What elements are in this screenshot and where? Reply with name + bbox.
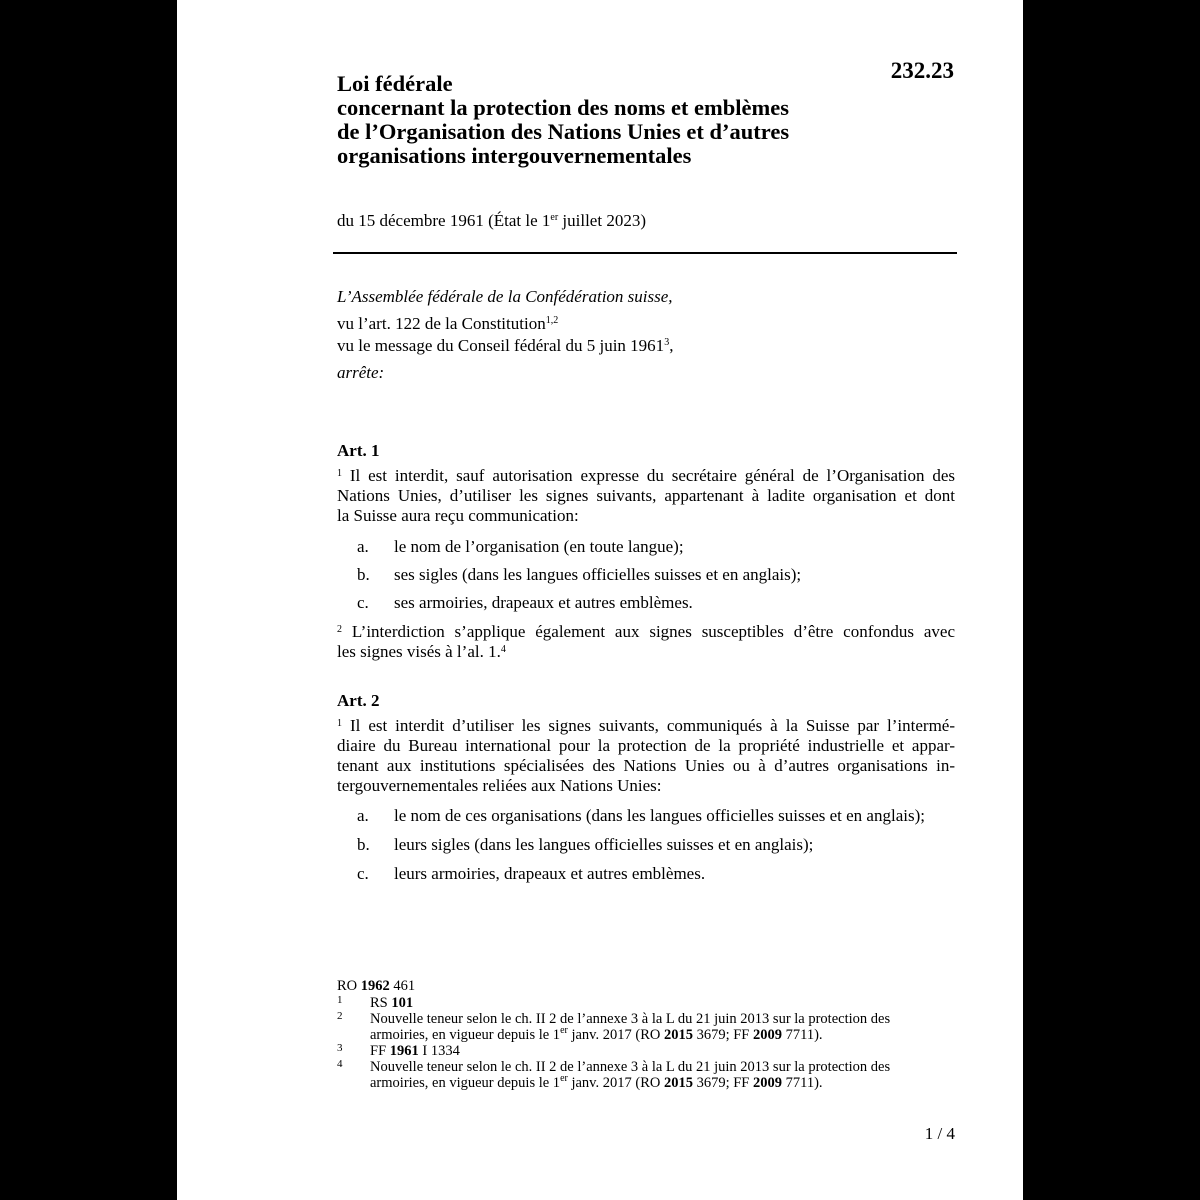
title-line: Loi fédérale bbox=[337, 71, 453, 96]
item-text: leurs armoiries, drapeaux et autres emblèmes. bbox=[394, 864, 706, 883]
footnote-text-part: armoiries, en vigueur depuis le 1 bbox=[370, 1075, 561, 1091]
footnote-number: 4 bbox=[337, 1058, 343, 1070]
preamble-text: vu le message du Conseil fédéral du 5 juin 1961 bbox=[337, 336, 665, 355]
preamble-constitution-line bbox=[337, 313, 673, 335]
paragraph-line: Nations Unies, d’utiliser les signes suivants, appartenant à ladite organisation et dont bbox=[337, 486, 955, 505]
footnote-number: 3 bbox=[337, 1042, 343, 1054]
footnote-1 bbox=[337, 995, 957, 1011]
footnote-bold: 2015 bbox=[663, 1075, 693, 1091]
footnote-3 bbox=[337, 1043, 957, 1059]
footnote-number: 2 bbox=[337, 1010, 343, 1022]
paragraph-line: tergouvernementales reliées aux Nations Unies: bbox=[337, 776, 662, 795]
paragraph-text: les signes visés à l’al. 1. bbox=[337, 642, 501, 661]
item-letter: c. bbox=[357, 864, 369, 883]
date-text: du 15 décembre 1961 (État le 1 bbox=[337, 211, 551, 230]
paragraph-text: Il est interdit d’utiliser les signes suivants, communiqués à la Suisse par l’intermé- bbox=[342, 716, 955, 735]
footnote-text bbox=[370, 1059, 957, 1091]
footnote-ref-link[interactable]: 3 bbox=[664, 337, 670, 348]
footnote-number: 1 bbox=[337, 994, 343, 1006]
article-1-item-c bbox=[357, 593, 693, 613]
footnote-superscript: er bbox=[560, 1073, 568, 1084]
footnote-ref-link[interactable]: 4 bbox=[500, 644, 506, 655]
footnote-line: Nouvelle teneur selon le ch. II 2 de l’annexe 3 à la L du 21 juin 2013 sur la protection des bbox=[370, 1059, 891, 1075]
title-line: concernant la protection des noms et emblèmes bbox=[337, 95, 790, 120]
footnote-line bbox=[370, 995, 957, 1011]
preamble bbox=[337, 286, 673, 384]
paragraph-line bbox=[337, 622, 955, 642]
paragraph-line: la Suisse aura reçu communication: bbox=[337, 506, 579, 525]
footnote-bold: 2009 bbox=[753, 1075, 783, 1091]
sr-number: 232.23 bbox=[890, 58, 954, 83]
article-2-heading: Art. 2 bbox=[337, 691, 380, 710]
footnote-text-part: janv. 2017 (RO bbox=[567, 1075, 664, 1091]
footnote-text bbox=[370, 1011, 957, 1043]
item-letter: a. bbox=[357, 806, 369, 825]
article-1-heading: Art. 1 bbox=[337, 441, 380, 460]
footnote-bold: 101 bbox=[391, 995, 414, 1011]
paragraph-number: 1 bbox=[337, 468, 342, 479]
article-2-item-c bbox=[357, 864, 705, 884]
document-page bbox=[177, 0, 1023, 1200]
footnote-bold: 2009 bbox=[753, 1027, 783, 1043]
article-1-item-b bbox=[357, 565, 801, 585]
footnote-text-part: 7711). bbox=[782, 1075, 823, 1091]
footnote-line: Nouvelle teneur selon le ch. II 2 de l’annexe 3 à la L du 21 juin 2013 sur la protection des bbox=[370, 1011, 891, 1027]
ro-page: 461 bbox=[389, 978, 416, 994]
title-line: de l’Organisation des Nations Unies et d’autres bbox=[337, 119, 790, 144]
footnote-4 bbox=[337, 1059, 957, 1091]
article-2-item-b bbox=[357, 835, 813, 855]
paragraph-line bbox=[337, 466, 955, 486]
footnotes bbox=[337, 978, 957, 1091]
paragraph-line: tenant aux institutions spécialisées des Nations Unies ou à d’autres organisations in- bbox=[337, 756, 955, 775]
paragraph-number: 2 bbox=[337, 624, 342, 635]
footnote-prefix: RS bbox=[370, 995, 392, 1011]
date-line bbox=[337, 211, 646, 231]
paragraph-number: 1 bbox=[337, 718, 342, 729]
footnote-text-part: 7711). bbox=[782, 1027, 823, 1043]
item-text: le nom de ces organisations (dans les langues officielles suisses et en anglais); bbox=[394, 806, 925, 825]
footnote-line bbox=[370, 1075, 957, 1091]
article-1-paragraph-1 bbox=[337, 466, 955, 526]
footnote-line bbox=[370, 1043, 957, 1059]
footnote-text bbox=[370, 1043, 957, 1059]
footnote-text-part: armoiries, en vigueur depuis le 1 bbox=[370, 1027, 561, 1043]
page-number: 1 / 4 bbox=[924, 1124, 955, 1143]
article-2-item-a bbox=[357, 806, 925, 826]
footnote-bold: 1961 bbox=[389, 1043, 419, 1059]
item-letter: b. bbox=[357, 835, 370, 854]
footnote-2 bbox=[337, 1011, 957, 1043]
item-text: ses sigles (dans les langues officielles suisses et en anglais); bbox=[394, 565, 802, 584]
document-title bbox=[337, 72, 789, 168]
preamble-authority: L’Assemblée fédérale de la Confédération suisse, bbox=[337, 287, 673, 306]
ro-reference bbox=[337, 978, 957, 995]
item-letter: a. bbox=[357, 537, 369, 556]
item-text: leurs sigles (dans les langues officielles suisses et en anglais); bbox=[394, 835, 814, 854]
preamble-text: vu l’art. 122 de la Constitution bbox=[337, 314, 546, 333]
footnote-text-part: janv. 2017 (RO bbox=[567, 1027, 664, 1043]
footnote-bold: 2015 bbox=[663, 1027, 693, 1043]
footnote-superscript: er bbox=[560, 1025, 568, 1036]
paragraph-line bbox=[337, 642, 955, 662]
title-line: organisations intergouvernementales bbox=[337, 143, 692, 168]
footnote-ref-link[interactable]: 1,2 bbox=[545, 315, 559, 326]
preamble-decree: arrête: bbox=[337, 363, 385, 382]
article-1-item-a bbox=[357, 537, 684, 557]
item-letter: c. bbox=[357, 593, 369, 612]
ro-prefix: RO bbox=[337, 978, 361, 994]
date-superscript: er bbox=[550, 212, 559, 223]
preamble-message-line bbox=[337, 335, 673, 357]
title-divider bbox=[333, 252, 957, 254]
paragraph-line bbox=[337, 716, 955, 736]
item-text: le nom de l’organisation (en toute langue); bbox=[394, 537, 684, 556]
article-1-paragraph-2 bbox=[337, 622, 955, 662]
footnote-suffix: I 1334 bbox=[418, 1043, 460, 1059]
paragraph-line: diaire du Bureau international pour la protection de la propriété industrielle et appar- bbox=[337, 736, 955, 755]
date-text-end: juillet 2023) bbox=[558, 211, 646, 230]
article-2-paragraph-1 bbox=[337, 716, 955, 796]
item-text: ses armoiries, drapeaux et autres emblèmes. bbox=[394, 593, 693, 612]
footnote-text-part: 3679; FF bbox=[692, 1027, 754, 1043]
footnote-prefix: FF bbox=[370, 1043, 390, 1059]
paragraph-text: L’interdiction s’applique également aux signes susceptibles d’être confondus avec bbox=[342, 622, 955, 641]
footnote-text-part: 3679; FF bbox=[692, 1075, 754, 1091]
punctuation: , bbox=[669, 336, 674, 355]
item-letter: b. bbox=[357, 565, 370, 584]
ro-year: 1962 bbox=[360, 978, 390, 994]
paragraph-text: Il est interdit, sauf autorisation expresse du secrétaire général de l’Organisation des bbox=[342, 466, 955, 485]
footnote-line bbox=[370, 1027, 957, 1043]
footnote-text bbox=[370, 995, 957, 1011]
